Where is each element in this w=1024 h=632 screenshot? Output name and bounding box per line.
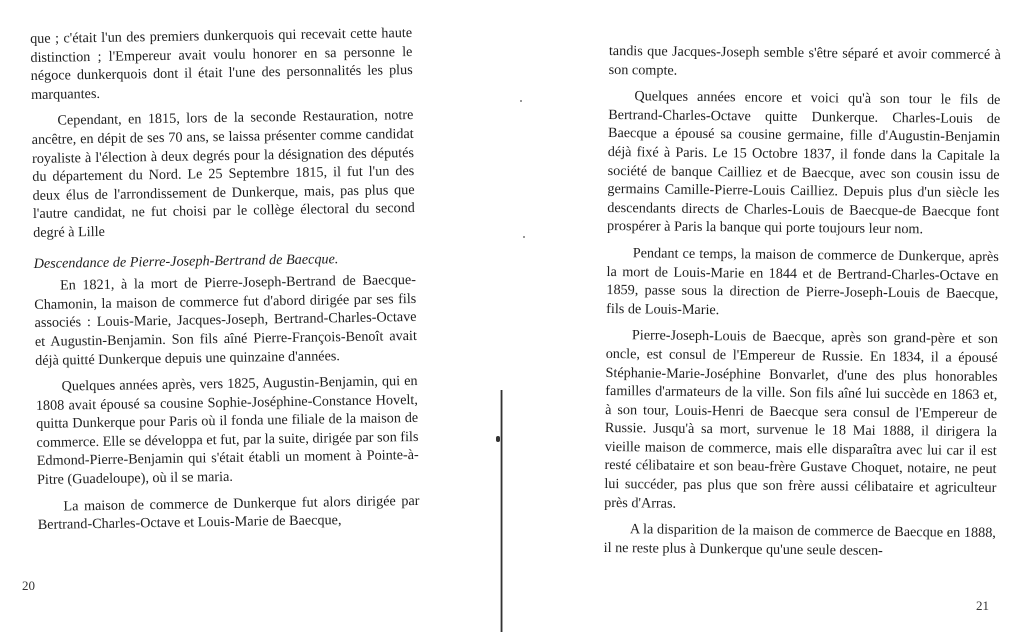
right-paragraph: A la disparition de la maison de commerce de Baecque en 1888, il ne reste plus à Dunkerque qu'une seule descen- <box>603 521 996 559</box>
right-page <box>506 0 1024 632</box>
left-paragraph: Cependant, en 1815, lors de la seconde Restauration, notre ancêtre, en dépit de ses 70 ans, se laissa présenter comme candidat royaliste à l'élection à deux degrés pour la désignation des députés du département du Nord. Le 25 Septembre 1815, il fut l'un des deux élus de l'arrondissement de Dunkerque, mais, pas plus que l'autre candidat, ne fut choisi par le collège électoral du second degré à Lille <box>31 107 415 241</box>
left-paragraph: En 1821, à la mort de Pierre-Joseph-Bertrand de Baecque-Chamonin, la maison de commerce fut d'abord dirigée par ses fils associés : Louis-Marie, Jacques-Joseph, Bertrand-Charles-Octave et Augustin-Benjamin. Son fils aîné Pierre-François-Benoît avait déjà quitté Dunkerque depuis une quinzaine d'années. <box>34 272 417 369</box>
page-number-left: 20 <box>22 578 35 593</box>
gutter-mark <box>496 436 500 442</box>
right-paragraph: Pierre-Joseph-Louis de Baecque, après son grand-père et son oncle, est consul de l'Empereur de Russie. En 1834, il a épousé Stéphanie-Marie-Joséphine Bonvarlet, d'une des plus honorables familles d'armateurs de la ville. Son fils aîné lui succède en 1863 et, à son tour, Louis-Henri de Baecque sera consul de l'Empereur de Russie. Jusqu'à sa mort, survenue le 18 Mai 1888, il dirigera la vieille maison de commerce, mais elle disparaîtra avec lui car il est resté célibataire et son beau-frère Gustave Choquet, notaire, ne peut lui succéder, pas plus que son frère aussi célibataire et agriculteur près d'Arras. <box>604 327 998 512</box>
right-text-column <box>604 42 1001 570</box>
section-heading: Descendance de Pierre-Joseph-Bertrand de Baecque. <box>33 250 339 272</box>
left-page <box>0 0 505 632</box>
left-paragraph: Quelques années après, vers 1825, Augustin-Benjamin, qui en 1808 avait épousé sa cousine Sophie-Joséphine-Constance Hovelt, quitta Dunkerque pour Paris où il fonda une filiale de la maison de commerce. Elle se développa et fut, par la suite, dirigée par son fils Edmond-Pierre-Benjamin qui s'était établi un moment à Pointe-à-Pitre (Guadeloupe), où il se maria. <box>35 373 419 489</box>
book-gutter-line <box>500 390 503 632</box>
left-paragraph: La maison de commerce de Dunkerque fut alors dirigée par Bertrand-Charles-Octave et Louis-Marie de Baecque, <box>37 492 420 534</box>
right-paragraph: tandis que Jacques-Joseph semble s'être séparé et avoir commercé à son compte. <box>608 42 1001 79</box>
left-text-column <box>30 24 420 543</box>
left-paragraph: que ; c'était l'un des premiers dunkerquois qui recevait cette haute distinction ; l'Empereur avait voulu honorer en sa personne le négoce dunkerquois dont il était l'une des personnalités les plus marquantes. <box>30 24 413 103</box>
right-paragraph: Pendant ce temps, la maison de commerce de Dunkerque, après la mort de Louis-Marie en 1844 et de Bertrand-Charles-Octave en 1859, passe sous la direction de Pierre-Joseph-Louis de Baecque, fils de Louis-Marie. <box>606 245 999 318</box>
right-paragraph: Quelques années encore et voici qu'à son tour le fils de Bertrand-Charles-Octave quitte Dunkerque. Charles-Louis de Baecque a épousé sa cousine germaine, fille d'Augustin-Benjamin déjà fixé à Paris. Le 15 Octobre 1837, il fonde dans la Capitale la société de banque Cailliez et de Baecque, avec son cousin issu de germains Camille-Pierre-Louis Cailliez. Depuis plus d'un siècle les descendants directs de Charles-Louis de Baecque-de Baecque font prospérer à Paris la banque qui porte toujours leur nom. <box>606 88 1001 238</box>
page-number-right: 21 <box>976 598 989 613</box>
